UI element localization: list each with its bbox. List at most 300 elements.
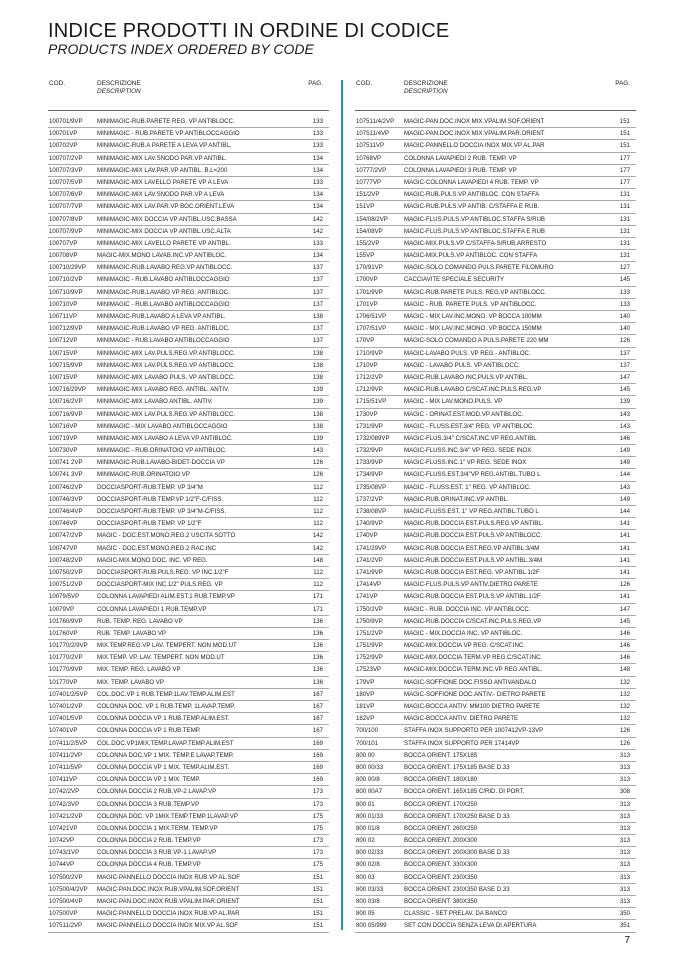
table-row: [48, 128, 329, 140]
table-row: [355, 835, 636, 847]
table-row: [355, 372, 636, 384]
table-row: [355, 396, 636, 408]
header-description: DESCRIZIONE: [97, 80, 141, 87]
page-reference: 112: [313, 483, 323, 491]
product-description: MINIMAGIC-MIX LAVABO REG. ANTIBL. ANTIV.: [97, 386, 230, 394]
product-description: SET CON DOCCIA SENZA LEVA DI APERTURA: [404, 922, 537, 930]
table-row: [355, 664, 636, 676]
product-code: 100707/8VP: [49, 215, 83, 223]
product-description: MINIMAGIC-MIX LAV.PAR.VP BOC.ORIENT.LEVA: [97, 203, 235, 211]
page-reference: 139: [312, 398, 323, 406]
page-reference: 132: [619, 703, 630, 710]
table-row: [355, 201, 636, 213]
page-reference: 351: [619, 922, 630, 930]
product-code: 100712/9VP: [49, 325, 83, 333]
product-code: 100707/9VP: [49, 227, 83, 235]
page-reference: 149: [619, 495, 630, 503]
product-description: MINIMAGIC-RUB.LAVABO REG.VP ANTIBLOCC.: [97, 264, 233, 272]
page-reference: 313: [619, 824, 630, 832]
product-code: 1751/9VP: [356, 642, 383, 650]
product-code: 100701/9VP: [49, 118, 83, 125]
product-description: MAGIC-RUB.DOCCIA C/SCAT.INC.PULS.REG.VP: [404, 617, 542, 625]
product-description: MAGIC-RUB.DOCCIA EST.PULS.REG.VP ANTIBL.: [404, 520, 544, 528]
product-code: 100716VP: [49, 422, 78, 430]
product-description: MAGIC-PAN.DOC.INOX RUB.VPALIM.SOF.ORIENT: [97, 885, 240, 893]
product-description: MINIMAGIC-MIX LAV.PULS.REG.VP ANTIBLOCC.: [97, 349, 236, 357]
product-code: 1741VP: [356, 593, 378, 601]
product-code: 17523VP: [356, 666, 382, 674]
table-row: [355, 579, 636, 591]
page-reference: 142: [312, 215, 323, 223]
page-reference: 313: [619, 849, 630, 857]
product-description: MINIMAGIC-RUB.LAVABO VP REG. ANTIBLOC.: [97, 288, 230, 296]
product-code: 100747/2VP: [49, 532, 83, 540]
product-code: 180VP: [356, 690, 375, 698]
product-description: MAGIC-FLUSS.EST.3/4"VP REG.ANTIBL.TUBO L: [404, 471, 541, 479]
page-reference: 131: [619, 252, 630, 260]
product-code: 107401/5VP: [49, 715, 83, 723]
table-row: [355, 628, 636, 640]
product-description: MINIMAGIC - RUB.PARETE VP ANTIBLOCCAGGIO: [97, 130, 240, 138]
header-description: DESCRIZIONE: [404, 80, 448, 87]
product-code: 107411/2VP: [49, 751, 83, 759]
page-reference: 151: [312, 922, 323, 930]
table-row: [355, 238, 636, 250]
product-description: MAGIC-RUB.PULS.VP ANTIB. C/STAFFA E RUB.: [404, 203, 540, 211]
page-reference: 173: [312, 788, 323, 796]
table-row: [48, 189, 329, 201]
table-row: [355, 750, 636, 762]
table-row: [355, 799, 636, 811]
product-code: 100707/6VP: [49, 191, 83, 199]
table-row: [48, 774, 329, 786]
product-code: 101770/9VP: [49, 666, 83, 674]
product-code: 800 02: [356, 837, 375, 845]
product-code: 10744VP: [49, 861, 75, 869]
product-description: MAGIC-PANNELLO DOCCIA INOX MIX.VP AL.SOF: [97, 922, 238, 930]
product-description: COLONNA DOC. VP 1MIX.TEMP.TEMP.1LAVAP.VP: [97, 812, 238, 820]
header-code: COD.: [49, 80, 65, 87]
page-reference: 112: [313, 508, 323, 515]
product-code: 100741 3VP: [49, 471, 83, 479]
product-code: 107500VP: [49, 910, 78, 918]
product-code: 800 05: [356, 910, 375, 918]
page-reference: 149: [619, 447, 630, 455]
page-reference: 132: [619, 678, 630, 686]
product-description: MAGIC-RUB.DOCCIA EST.REG. VP ANTIBL.1/2F: [404, 568, 540, 576]
product-code: 100708VP: [49, 252, 78, 260]
table-row: [355, 543, 636, 555]
product-description: MINIMAGIC-MIX LAVABO ANTIBL. ANTIV.: [97, 398, 213, 406]
product-description: MAGIC - FLUSS.EST. 1" REG. VP ANTIBLOC.: [404, 483, 531, 491]
product-description: MIX.TEMP. VP. LAV. TEMPERT. NON MOD.UT: [97, 654, 225, 662]
table-row: [48, 201, 329, 213]
product-description: BOCCA ORIENT. 230X350: [404, 873, 478, 881]
table-row: [48, 457, 329, 469]
table-row: [48, 908, 329, 920]
page-reference: 171: [312, 605, 323, 613]
page-reference: 141: [619, 520, 630, 528]
product-code: 101770/2VP: [49, 654, 83, 662]
product-code: 100712VP: [49, 337, 78, 345]
product-description: MAGIC-LAVABO PULS. VP REG.- ANTIBLOC.: [404, 349, 531, 357]
product-description: MAGIC - MIX LAV.INC.MONO. VP BOCCA 100MM: [404, 313, 542, 320]
product-description: MAGIC - RUB. PARETE PULS. VP ANTIBLOCC.: [404, 300, 537, 308]
page-reference: 146: [619, 642, 630, 650]
table-row: [48, 725, 329, 737]
product-code: 1700VP: [356, 276, 378, 284]
product-code: 107401VP: [49, 727, 78, 735]
product-description: DOCCIASPORT-RUB.TEMP.VP 1/2"F-C/FISS.: [97, 495, 224, 503]
page-reference: 173: [312, 837, 323, 845]
page-reference: 175: [312, 812, 323, 820]
page-reference: 145: [619, 617, 630, 625]
table-row: [355, 920, 636, 932]
product-code: 800 01/33: [356, 812, 384, 820]
product-code: 1707/51VP: [356, 325, 387, 333]
product-description: MAGIC - MIX LAV.INC.MONO. VP BOCCA 150MM: [404, 325, 542, 333]
page-reference: 131: [619, 215, 630, 223]
product-code: 800 02/33: [356, 849, 384, 857]
table-row: [48, 409, 329, 421]
page-reference: 175: [312, 861, 323, 869]
product-code: 800 00/8: [356, 776, 380, 784]
product-description: BOCCA ORIENT. 260X250: [404, 824, 478, 832]
product-code: 100719VP: [49, 434, 78, 442]
product-description: MINIMAGIC - RUB.LAVABO ANTIBLOCCAGGIO: [97, 337, 230, 345]
index-table-right: [355, 80, 636, 933]
product-description: RUB. TEMP. LAVABO VP: [97, 629, 166, 637]
product-description: MIX.TEMP.REG.VP LAV. TEMPERT. NON MOD.UT: [97, 642, 237, 650]
product-description: MAGIC - ORINAT.EST.MOD.VP ANTIBLOC.: [404, 410, 524, 418]
product-code: 100715VP: [49, 373, 78, 381]
product-description: MAGIC-BOCCA ANTIV. DIETRO PARETE: [404, 715, 519, 723]
header-code: COD.: [356, 80, 372, 87]
table-row: [355, 421, 636, 433]
product-description: STAFFA INOX SUPPORTO PER 1007412VP-13VP: [404, 727, 544, 735]
product-description: MAGIC - LAVABO PULS. VP ANTIBLOCC.: [404, 361, 520, 369]
product-code: 100707VP: [49, 239, 78, 247]
product-description: COLONNA DOCCIA VP 1 MIX. TEMP.ALIM.EST.: [97, 763, 230, 771]
page-reference: 313: [619, 776, 630, 784]
table-row: [48, 762, 329, 774]
product-code: 101760VP: [49, 629, 78, 637]
product-code: 10768VP: [356, 154, 382, 162]
product-code: 155/2VP: [356, 239, 380, 247]
product-description: MAGIC - MIX.DOCCIA INC. VP ANTIBLOC.: [404, 629, 523, 637]
product-description: MAGIC-SOLO COMANDO PULS.PARETE FILOMURO: [404, 264, 554, 272]
product-code: 100715/9VP: [49, 361, 83, 369]
page-reference: 148: [312, 556, 323, 564]
page-reference: 151: [312, 885, 323, 893]
product-description: COLONNA LAVAPIEDI 3 RUB. TEMP. VP: [404, 166, 517, 174]
page-reference: 133: [312, 142, 323, 150]
product-code: 800 00: [356, 751, 375, 759]
table-row: [48, 591, 329, 603]
page-subtitle: PRODUCTS INDEX ORDERED BY CODE: [48, 41, 314, 57]
page-reference: 350: [619, 910, 630, 918]
table-row: [355, 262, 636, 274]
page-reference: 133: [312, 178, 323, 186]
product-description: MAGIC-FLUS.PULS.VP ANTIV.DIETRO PARETE: [404, 581, 538, 589]
page-reference: 177: [619, 154, 630, 162]
table-row: [48, 664, 329, 676]
product-description: MINIMAGIC-MIX LAV.SNODO PAR.VP A LEVA: [97, 191, 225, 199]
product-code: 1701/9VP: [356, 288, 383, 296]
table-row: [355, 494, 636, 506]
page-reference: 313: [619, 751, 630, 759]
page-reference: 146: [619, 434, 630, 442]
table-row: [48, 823, 329, 835]
product-code: 107500/2VP: [49, 873, 83, 881]
product-code: 170/91VP: [356, 264, 383, 272]
product-code: 1741/2VP: [356, 556, 383, 564]
product-code: 10742/3VP: [49, 800, 80, 808]
page-reference: 132: [619, 715, 630, 723]
product-code: 107411VP: [49, 776, 78, 784]
product-description: MAGIC - DOC.EST.MONO.REG.2 RAC.INC: [97, 544, 217, 552]
page-reference: 167: [312, 703, 323, 710]
product-description: BOCCA ORIENT. 175X185 BASE D.33: [404, 763, 510, 771]
page-reference: 136: [312, 678, 323, 686]
product-description: MAGIC-RUB.LAVABO INC.PULS.VP ANTIBL.: [404, 373, 528, 381]
page-reference: 138: [312, 361, 323, 369]
product-code: 10742VP: [49, 837, 75, 845]
product-code: 1706/51VP: [356, 313, 387, 320]
page-reference: 136: [312, 642, 323, 650]
table-row: [48, 323, 329, 335]
table-row: [48, 140, 329, 152]
table-row: [355, 250, 636, 262]
product-description: MAGIC-COLONNA LAVAPIEDI 4 RUB. TEMP. VP: [404, 178, 539, 186]
table-row: [355, 457, 636, 469]
product-code: 800 05/999: [356, 922, 387, 930]
table-row: [48, 262, 329, 274]
page-reference: 138: [312, 349, 323, 357]
product-code: 170VP: [356, 337, 375, 345]
page-reference: 137: [312, 300, 323, 308]
table-row: [48, 896, 329, 908]
table-row: [48, 433, 329, 445]
product-description: MAGIC-FLUS.PULS.VP ANTIBLOC.STAFFA S/RUB: [404, 215, 545, 223]
product-description: MAGIC - MIX LAV.MONO.PULS. VP: [404, 398, 503, 406]
page-reference: 138: [312, 373, 323, 381]
table-row: [355, 774, 636, 786]
product-description: DOCCIASPORT-RUB.TEMP. VP 1/2"F: [97, 520, 202, 528]
product-code: 100716/29VP: [49, 386, 86, 394]
table-row: [48, 494, 329, 506]
product-code: 800 03/8: [356, 898, 380, 905]
product-description: MAGIC-MIX.DOCCIA TERM.VP REG.C/SCAT.INC.: [404, 654, 543, 662]
product-code: 800 03: [356, 873, 375, 881]
product-code: 1733/9VP: [356, 459, 383, 467]
product-description: MINIMAGIC-RUB.PARETE REG. VP ANTIBLOCC.: [97, 118, 235, 125]
product-code: 107401/2/5VP: [49, 690, 88, 698]
table-row: [355, 677, 636, 689]
table-row: [355, 872, 636, 884]
product-code: 1730VP: [356, 410, 378, 418]
product-description: MAGIC-MIX.PULS.VP ANTIBLOC. CON STAFFA: [404, 252, 538, 260]
product-code: 100747VP: [49, 544, 78, 552]
page-reference: 143: [619, 483, 630, 491]
product-code: 1750/2VP: [356, 605, 383, 613]
product-code: 100711VP: [49, 313, 78, 320]
table-row: [355, 786, 636, 798]
table-row: [48, 421, 329, 433]
page-reference: 151: [312, 910, 323, 918]
page-reference: 177: [619, 178, 630, 186]
table-row: [355, 555, 636, 567]
product-code: 107511VP: [356, 142, 385, 150]
table-row: [355, 725, 636, 737]
product-code: 100710/2VP: [49, 276, 83, 284]
product-description: BOCCA ORIENT. 175X185: [404, 751, 478, 759]
page-reference: 145: [619, 386, 630, 394]
product-code: 179VP: [356, 678, 375, 686]
page-reference: 140: [619, 313, 630, 320]
product-description: COLONNA DOCCIA 2 RUB. TEMP.VP: [97, 837, 201, 845]
product-description: COLONNA LAVAPIEDI 1 RUB.TEMP.VP: [97, 605, 207, 613]
product-description: MAGIC-MIX.PULS.VP C/STAFFA-S/RUB.ARRESTO: [404, 239, 547, 247]
product-code: 100716/2VP: [49, 398, 83, 406]
product-description: COLONNA DOCCIA 2 RUB.VP-2 LAVAP.VP: [97, 788, 217, 796]
table-row: [48, 153, 329, 165]
product-description: CLASSIC - SET PRELAV. DA BANCO: [404, 910, 507, 918]
page-reference: 137: [312, 337, 323, 345]
page-reference: 133: [619, 288, 630, 296]
product-code: 100746/4VP: [49, 508, 83, 515]
page-reference: 137: [312, 264, 323, 272]
page-reference: 126: [619, 727, 630, 735]
page-reference: 173: [312, 800, 323, 808]
table-row: [48, 214, 329, 226]
page-reference: 171: [312, 593, 323, 601]
table-row: [48, 287, 329, 299]
page-reference: 139: [619, 398, 630, 406]
product-code: 182VP: [356, 715, 375, 723]
table-row: [355, 360, 636, 372]
product-code: 1732/9VP: [356, 447, 383, 455]
product-description: MINIMAGIC-RUB.A PARETE A LEVA VP ANTIBL.: [97, 142, 232, 150]
table-row: [48, 226, 329, 238]
page-reference: 138: [312, 313, 323, 320]
table-row: [48, 177, 329, 189]
table-row: [355, 701, 636, 713]
product-description: COL.DOC.VP1MIX.TEMP.LAVAP.TEMP.ALIM.EST: [97, 739, 234, 747]
table-row: [355, 859, 636, 871]
table-body: [355, 116, 636, 933]
table-row: [48, 348, 329, 360]
table-row: [48, 738, 329, 750]
product-description: COLONNA DOCCIA VP 1 MIX. TEMP.: [97, 776, 201, 784]
page-reference: 136: [312, 617, 323, 625]
product-description: STAFFA INOX SUPPORTO PER 17414VP: [404, 739, 520, 747]
page-reference: 126: [619, 581, 630, 589]
table-row: [355, 128, 636, 140]
product-code: 101770VP: [49, 678, 78, 686]
product-description: COL.DOC.VP 1 RUB.TEMP.1LAV.TEMP.ALIM.EST: [97, 690, 235, 698]
table-row: [355, 811, 636, 823]
page-reference: 112: [313, 581, 323, 589]
page-reference: 137: [619, 361, 630, 369]
product-description: MAGIC-MIX.MONO DOC. INC. VP REG.: [97, 556, 208, 564]
table-row: [48, 555, 329, 567]
product-code: 107511/4VP: [356, 130, 390, 138]
product-code: 100710/9VP: [49, 288, 83, 296]
product-description: MINIMAGIC-MIX DOCCIA VP ANTIBL.USC.BASSA: [97, 215, 237, 223]
index-table-left: [48, 80, 329, 933]
product-code: 10079VP: [49, 605, 75, 613]
header-description-en: DESCRIPTION: [404, 88, 448, 95]
table-row: [48, 750, 329, 762]
product-code: 100750/2VP: [49, 568, 83, 576]
product-description: BOCCA ORIENT. 230X350 BASE D.33: [404, 885, 510, 893]
product-description: BOCCA ORIENT. 165X185 C/RID. DI PORT.: [404, 788, 525, 796]
page-reference: 142: [312, 544, 323, 552]
product-description: COLONNA DOCCIA 4 RUB. TEMP.VP: [97, 861, 201, 869]
product-code: 800 00/33: [356, 763, 384, 771]
page-reference: 136: [312, 666, 323, 674]
product-description: MAGIC-PAN.DOC.INOX RUB.VPALIM.PAR.ORIENT: [97, 898, 240, 905]
table-row: [355, 445, 636, 457]
page-reference: 169: [312, 739, 323, 747]
page-reference: 136: [312, 629, 323, 637]
page-reference: 137: [312, 276, 323, 284]
page-reference: 149: [619, 459, 630, 467]
product-description: MAGIC-RUB.LAVABO C/SCAT.INC.PULS.REG.VP: [404, 386, 542, 394]
product-description: BOCCA ORIENT. 170X250: [404, 800, 478, 808]
table-row: [48, 652, 329, 664]
product-code: 100710VP: [49, 300, 78, 308]
page-number: 7: [624, 935, 630, 946]
page-reference: 313: [619, 763, 630, 771]
page-reference: 126: [619, 739, 630, 747]
page-reference: 313: [619, 885, 630, 893]
table-row: [355, 287, 636, 299]
page-reference: 141: [619, 568, 630, 576]
page-reference: 139: [312, 386, 323, 394]
table-row: [48, 579, 329, 591]
product-code: 1715/51VP: [356, 398, 387, 406]
product-code: 100741 2VP: [49, 459, 83, 467]
page-reference: 144: [619, 508, 630, 515]
page-reference: 131: [619, 191, 630, 199]
product-code: 100702VP: [49, 142, 78, 150]
product-code: 800 03/33: [356, 885, 384, 893]
table-row: [355, 896, 636, 908]
page-reference: 137: [312, 325, 323, 333]
product-code: 100715VP: [49, 349, 78, 357]
product-code: 101760/9VP: [49, 617, 83, 625]
product-code: 100701VP: [49, 130, 78, 138]
product-code: 100746VP: [49, 520, 78, 528]
product-code: 181VP: [356, 703, 375, 710]
product-description: MAGIC-PANNELLO DOCCIA INOX MIX.VP AL.PAR: [404, 142, 545, 150]
page-reference: 112: [313, 568, 323, 576]
product-code: 101770/2/9VP: [49, 642, 88, 650]
product-code: 10742/2VP: [49, 788, 80, 796]
product-description: MAGIC-FLUSS.INC.1" VP REG. SEDE INOX: [404, 459, 527, 467]
table-row: [355, 116, 636, 128]
page-reference: 134: [312, 203, 323, 211]
table-row: [355, 482, 636, 494]
table-row: [48, 847, 329, 859]
page-reference: 169: [312, 776, 323, 784]
product-code: 100707/3VP: [49, 166, 83, 174]
table-row: [355, 469, 636, 481]
table-row: [48, 311, 329, 323]
table-row: [48, 677, 329, 689]
